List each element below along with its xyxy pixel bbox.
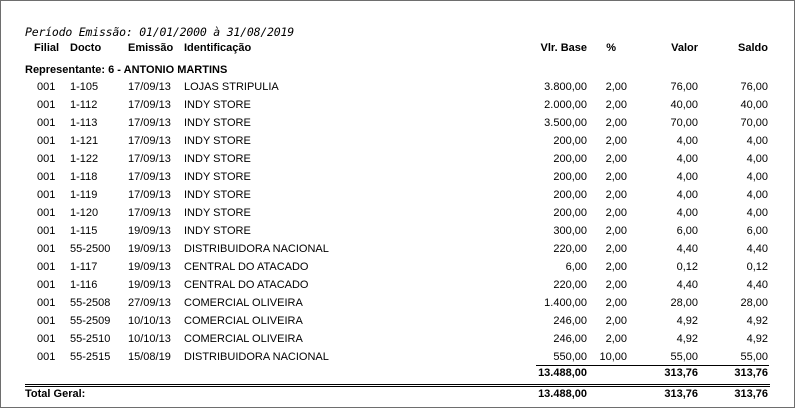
- cell-valor: 4,00: [676, 135, 698, 147]
- cell-vlr-base: 220,00: [553, 243, 587, 255]
- cell-valor: 4,92: [676, 315, 698, 327]
- table-row: [1, 171, 795, 189]
- cell-saldo: 6,00: [746, 225, 768, 237]
- cell-saldo: 76,00: [740, 81, 768, 93]
- cell-percent: 2,00: [605, 135, 627, 147]
- cell-docto: 1-117: [70, 261, 98, 273]
- cell-docto: 1-119: [70, 189, 98, 201]
- cell-vlr-base: 550,00: [553, 351, 587, 363]
- cell-percent: 2,00: [605, 81, 627, 93]
- cell-saldo: 4,92: [746, 315, 768, 327]
- cell-percent: 2,00: [605, 171, 627, 183]
- cell-identificacao: INDY STORE: [184, 171, 251, 183]
- table-row: [1, 315, 795, 333]
- cell-percent: 2,00: [605, 189, 627, 201]
- cell-saldo: 55,00: [740, 351, 768, 363]
- header-docto: Docto: [70, 42, 102, 54]
- cell-saldo: 0,12: [746, 261, 768, 273]
- cell-identificacao: CENTRAL DO ATACADO: [184, 261, 309, 273]
- cell-valor: 4,00: [676, 189, 698, 201]
- cell-valor: 0,12: [676, 261, 698, 273]
- cell-percent: 2,00: [605, 153, 627, 165]
- cell-percent: 2,00: [605, 279, 627, 291]
- cell-filial: 001: [37, 261, 56, 273]
- cell-filial: 001: [37, 297, 56, 309]
- cell-emissao: 27/09/13: [128, 297, 171, 309]
- cell-identificacao: INDY STORE: [184, 189, 251, 201]
- cell-valor: 6,00: [676, 225, 698, 237]
- cell-vlr-base: 2.000,00: [544, 99, 587, 111]
- cell-emissao: 17/09/13: [128, 81, 171, 93]
- header-saldo: Saldo: [738, 42, 768, 54]
- table-row: [1, 153, 795, 171]
- cell-valor: 28,00: [670, 297, 698, 309]
- total-rule-top: [25, 384, 770, 385]
- cell-docto: 1-118: [70, 171, 98, 183]
- cell-identificacao: INDY STORE: [184, 117, 251, 129]
- table-row: [1, 135, 795, 153]
- cell-vlr-base: 200,00: [553, 153, 587, 165]
- period-label: Período Emissão: 01/01/2000 à 31/08/2019: [25, 25, 294, 39]
- cell-filial: 001: [37, 189, 56, 201]
- cell-percent: 2,00: [605, 207, 627, 219]
- cell-filial: 001: [37, 315, 56, 327]
- cell-emissao: 17/09/13: [128, 171, 171, 183]
- cell-percent: 2,00: [605, 315, 627, 327]
- subtotal-row: [1, 367, 795, 385]
- cell-vlr-base: 3.800,00: [544, 81, 587, 93]
- subtotal-valor: 313,76: [664, 367, 698, 379]
- table-row: [1, 279, 795, 297]
- cell-vlr-base: 200,00: [553, 171, 587, 183]
- cell-valor: 4,00: [676, 153, 698, 165]
- cell-valor: 4,40: [676, 279, 698, 291]
- cell-percent: 2,00: [605, 261, 627, 273]
- cell-filial: 001: [37, 243, 56, 255]
- cell-vlr-base: 200,00: [553, 189, 587, 201]
- cell-identificacao: DISTRIBUIDORA NACIONAL: [184, 351, 329, 363]
- cell-valor: 55,00: [670, 351, 698, 363]
- cell-vlr-base: 300,00: [553, 225, 587, 237]
- cell-saldo: 4,00: [746, 153, 768, 165]
- cell-emissao: 10/10/13: [128, 315, 171, 327]
- cell-filial: 001: [37, 153, 56, 165]
- cell-emissao: 17/09/13: [128, 153, 171, 165]
- table-row: [1, 297, 795, 315]
- header-emissao: Emissão: [128, 42, 174, 54]
- cell-emissao: 15/08/19: [128, 351, 171, 363]
- cell-docto: 1-115: [70, 225, 98, 237]
- cell-identificacao: DISTRIBUIDORA NACIONAL: [184, 243, 329, 255]
- cell-docto: 55-2515: [70, 351, 111, 363]
- header-identificacao: Identificação: [184, 42, 252, 54]
- cell-valor: 76,00: [670, 81, 698, 93]
- cell-valor: 4,92: [676, 333, 698, 345]
- cell-filial: 001: [37, 351, 56, 363]
- cell-filial: 001: [37, 333, 56, 345]
- cell-docto: 1-105: [70, 81, 99, 93]
- cell-filial: 001: [37, 117, 56, 129]
- cell-identificacao: INDY STORE: [184, 225, 251, 237]
- table-row: [1, 333, 795, 351]
- subtotal-saldo: 313,76: [734, 367, 768, 379]
- cell-identificacao: INDY STORE: [184, 207, 251, 219]
- total-row: [1, 388, 795, 406]
- cell-vlr-base: 246,00: [553, 315, 587, 327]
- cell-percent: 2,00: [605, 225, 627, 237]
- subtotal-vlr-base: 13.488,00: [538, 367, 587, 379]
- total-label: Total Geral:: [25, 388, 86, 400]
- cell-vlr-base: 6,00: [565, 261, 587, 273]
- cell-docto: 55-2509: [70, 315, 111, 327]
- cell-saldo: 4,40: [746, 243, 768, 255]
- cell-percent: 2,00: [605, 99, 627, 111]
- cell-identificacao: INDY STORE: [184, 99, 251, 111]
- cell-filial: 001: [37, 207, 56, 219]
- table-header: [1, 42, 795, 60]
- cell-valor: 4,40: [676, 243, 698, 255]
- cell-vlr-base: 1.400,00: [544, 297, 587, 309]
- cell-docto: 55-2508: [70, 297, 111, 309]
- cell-vlr-base: 246,00: [553, 333, 587, 345]
- header-vlr-base: Vlr. Base: [540, 42, 587, 54]
- total-valor: 313,76: [664, 388, 698, 400]
- total-saldo: 313,76: [734, 388, 768, 400]
- subtotal-rule: [536, 365, 769, 366]
- cell-identificacao: COMERCIAL OLIVEIRA: [184, 315, 303, 327]
- cell-saldo: 4,00: [746, 135, 768, 147]
- cell-emissao: 17/09/13: [128, 207, 171, 219]
- cell-vlr-base: 200,00: [553, 207, 587, 219]
- total-vlr-base: 13.488,00: [538, 388, 587, 400]
- cell-docto: 1-113: [70, 117, 98, 129]
- table-row: [1, 207, 795, 225]
- group-header: [1, 64, 795, 82]
- cell-filial: 001: [37, 225, 56, 237]
- cell-identificacao: COMERCIAL OLIVEIRA: [184, 297, 303, 309]
- cell-identificacao: INDY STORE: [184, 135, 251, 147]
- cell-saldo: 70,00: [740, 117, 768, 129]
- cell-valor: 4,00: [676, 171, 698, 183]
- cell-identificacao: COMERCIAL OLIVEIRA: [184, 333, 303, 345]
- cell-emissao: 17/09/13: [128, 117, 171, 129]
- cell-valor: 70,00: [670, 117, 698, 129]
- cell-saldo: 4,00: [746, 207, 768, 219]
- cell-saldo: 4,00: [746, 171, 768, 183]
- cell-saldo: 40,00: [740, 99, 768, 111]
- cell-filial: 001: [37, 279, 56, 291]
- cell-vlr-base: 200,00: [553, 135, 587, 147]
- cell-percent: 10,00: [599, 351, 627, 363]
- table-row: [1, 99, 795, 117]
- table-row: [1, 225, 795, 243]
- cell-docto: 1-116: [70, 279, 98, 291]
- cell-percent: 2,00: [605, 297, 627, 309]
- cell-filial: 001: [37, 99, 56, 111]
- cell-emissao: 19/09/13: [128, 261, 171, 273]
- table-row: [1, 81, 795, 99]
- cell-identificacao: LOJAS STRIPULIA: [184, 81, 279, 93]
- cell-emissao: 17/09/13: [128, 135, 171, 147]
- cell-emissao: 19/09/13: [128, 243, 171, 255]
- cell-docto: 1-120: [70, 207, 99, 219]
- table-row: [1, 243, 795, 261]
- cell-saldo: 28,00: [740, 297, 768, 309]
- cell-percent: 2,00: [605, 333, 627, 345]
- cell-vlr-base: 220,00: [553, 279, 587, 291]
- cell-saldo: 4,00: [746, 189, 768, 201]
- cell-percent: 2,00: [605, 243, 627, 255]
- cell-docto: 1-112: [70, 99, 98, 111]
- cell-filial: 001: [37, 135, 56, 147]
- cell-emissao: 19/09/13: [128, 279, 171, 291]
- cell-docto: 55-2510: [70, 333, 111, 345]
- cell-docto: 55-2500: [70, 243, 111, 255]
- cell-identificacao: INDY STORE: [184, 153, 251, 165]
- cell-emissao: 17/09/13: [128, 189, 171, 201]
- cell-docto: 1-121: [70, 135, 99, 147]
- header-percent: %: [606, 42, 616, 54]
- cell-saldo: 4,92: [746, 333, 768, 345]
- cell-filial: 001: [37, 81, 56, 93]
- cell-valor: 4,00: [676, 207, 698, 219]
- cell-docto: 1-122: [70, 153, 99, 165]
- cell-identificacao: CENTRAL DO ATACADO: [184, 279, 309, 291]
- cell-filial: 001: [37, 171, 56, 183]
- header-filial: Filial: [34, 42, 60, 54]
- cell-emissao: 10/10/13: [128, 333, 171, 345]
- cell-percent: 2,00: [605, 117, 627, 129]
- table-row: [1, 189, 795, 207]
- cell-emissao: 19/09/13: [128, 225, 171, 237]
- table-row: [1, 117, 795, 135]
- total-rule-bottom: [25, 386, 770, 387]
- table-row: [1, 261, 795, 279]
- cell-saldo: 4,40: [746, 279, 768, 291]
- representative-label: Representante: 6 - ANTONIO MARTINS: [25, 64, 228, 76]
- cell-emissao: 17/09/13: [128, 99, 171, 111]
- header-valor: Valor: [671, 42, 698, 54]
- cell-vlr-base: 3.500,00: [544, 117, 587, 129]
- cell-valor: 40,00: [670, 99, 698, 111]
